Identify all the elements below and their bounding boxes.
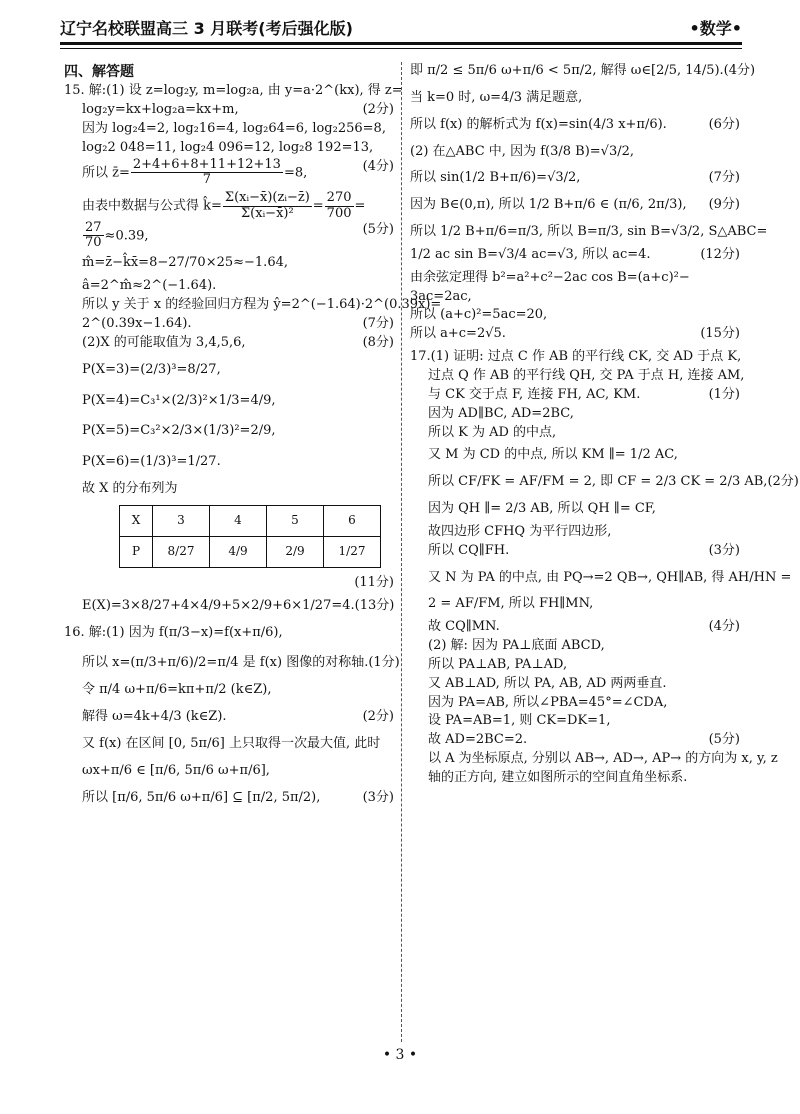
q16-text: 因为 B∈(0,π), 所以 1/2 B+π/6 ∈ (π/6, 2π/3), [410,197,687,213]
fraction [131,158,283,188]
q16-line [410,62,756,81]
q15-line: 因为 log₂4=2, log₂16=4, log₂64=6, log₂256=8, [82,120,386,136]
q17-line: 因为 QH ∥= 2/3 AB, 所以 QH ∥= CF, [428,501,656,517]
score-mark: (11分) [354,574,394,590]
q16-text: 所以 a+c=2√5. [410,326,506,342]
formula-text: = [312,198,324,214]
numerator: 27 [85,219,102,235]
probability-line: P(X=5)=C₃²×2/3×(1/3)²=2/9, [82,423,276,439]
table-cell: 2/9 [267,536,324,567]
q16-line: 由余弦定理得 b²=a²+c²−2ac cos B=(a+c)²− [410,269,690,285]
q17-line: 设 PA=AB=1, 则 CK=DK=1, [428,713,611,729]
q17-line [410,473,799,492]
table-cell: 6 [324,505,381,536]
table-cell: 4 [210,505,267,536]
q17-line [410,731,740,750]
q16-line [410,246,740,265]
denominator: Σ(xᵢ−x̄)² [240,205,294,221]
formula-text: ≈0.39, [104,228,149,244]
score-mark: (8分) [362,334,394,350]
numerator: 2+4+6+8+11+12+13 [132,156,281,172]
section-title: 四、解答题 [64,64,134,80]
fraction [223,191,312,221]
table-row [120,505,381,536]
score-mark: (15分) [700,326,740,342]
q16-line [64,708,394,727]
header-rule-thin [60,48,742,49]
q17-line: 因为 AD∥BC, AD=2BC, [428,405,574,421]
q17-line: 2 = AF/FM, 所以 FH∥MN, [428,596,594,612]
score-mark: (7分) [362,315,394,331]
q16-line: 所以 (a+c)²=5ac=20, [410,307,548,323]
fraction [325,191,354,221]
q17-line: 所以 K 为 AD 的中点, [428,424,557,440]
q16-text: 解得 ω=4k+4/3 (k∈Z). [82,709,227,725]
score-mark: (4分) [708,619,740,635]
q16-line [64,789,394,808]
q15-line: m̂=z̄−k̂x̄=8−27/70×25≈−1.64, [82,255,288,271]
score-mark: (2分) [362,102,394,118]
q16-line: 3ac=2ac, [410,288,472,304]
q17-line: 过点 Q 作 AB 的平行线 QH, 交 PA 于点 H, 连接 AM, [428,367,745,383]
score-mark: (3分) [362,789,394,805]
q15-text: log₂y=kx+log₂a=kx+m, [82,102,239,118]
score-mark: (1分) [708,386,740,402]
q17-line: 轴的正方向, 建立如图所示的空间直角坐标系. [428,770,688,785]
q16-line: (2) 在△ABC 中, 因为 f(3/8 B)=√3/2, [410,143,634,159]
q15-text: E(X)=3×8/27+4×4/9+5×2/9+6×1/27=4. [82,597,355,613]
fraction [83,221,104,251]
formula-text: 由表中数据与公式得 k̂= [82,198,222,214]
q16-line [64,654,400,673]
q16-text: 所以 f(x) 的解析式为 f(x)=sin(4/3 x+π/6). [410,116,667,132]
q17-line: 又 M 为 CD 的中点, 所以 KM ∥= 1/2 AC, [428,447,678,463]
score-mark: (2分) [767,474,799,490]
q17-line: 又 AB⊥AD, 所以 PA, AB, AD 两两垂直. [428,675,667,691]
score-mark: (5分) [708,732,740,748]
q17-line: 故四边形 CFHQ 为平行四边形, [428,523,612,539]
q17-text: 故 AD=2BC=2. [428,732,528,748]
header-title: 辽宁名校联盟高三 3 月联考(考后强化版) [60,18,353,38]
q17-line [410,618,740,637]
k-hat-formula [64,191,394,221]
q15-line [64,221,394,251]
denominator: 7 [202,171,212,187]
expectation-line [64,597,394,616]
q15-line [64,334,394,353]
q16-line [410,196,740,215]
q17-line: 所以 PA⊥AB, PA⊥AD, [428,656,568,672]
denominator: 700 [326,205,352,221]
table-cell: 4/9 [210,536,267,567]
q16-line: 令 π/4 ω+π/6=kπ+π/2 (k∈Z), [82,682,272,698]
q16-text: 1/2 ac sin B=√3/4 ac=√3, 所以 ac=4. [410,246,651,262]
q17-text: 所以 CF/FK = AF/FM = 2, 即 CF = 2/3 CK = 2/3 AB, [428,474,768,490]
q17-text: 与 CK 交于点 F, 连接 FH, AC, KM. [428,386,641,402]
table-cell: 3 [153,505,210,536]
q17-text: 所以 CQ∥FH. [428,542,510,558]
q16-text: 所以 x=(π/3+π/6)/2=π/4 是 f(x) 图像的对称轴. [82,655,369,671]
q16-text: 即 π/2 ≤ 5π/6 ω+π/6 < 5π/2, 解得 ω∈[2/5, 14/5). [410,63,724,78]
denominator: 70 [85,235,102,251]
header-rule [60,42,742,45]
score-mark: (4分) [723,63,756,78]
q17-text: 故 CQ∥MN. [428,619,500,635]
score-mark: (6分) [708,116,740,132]
q17-line [410,542,740,561]
table-row [120,536,381,567]
header-subject: •数学• [689,18,742,38]
z-mean-formula [82,158,307,188]
q17-line [410,386,740,405]
score-mark: (12分) [700,246,740,262]
distribution-table [119,505,381,568]
table-cell: 8/27 [153,536,210,567]
score-mark: (3分) [708,542,740,558]
q16-text: 所以 sin(1/2 B+π/6)=√3/2, [410,170,581,186]
q15-text: 2^(0.39x−1.64). [82,315,192,331]
probability-line: P(X=4)=C₃¹×(2/3)²×1/3=4/9, [82,392,276,408]
q16-line: 16. 解:(1) 因为 f(π/3−x)=f(x+π/6), [64,624,283,640]
page-number: • 3 • [382,1047,418,1063]
score-mark: (4分) [362,158,394,174]
probability-line: P(X=6)=(1/3)³=1/27. [82,454,221,470]
q17-line: (2) 解: 因为 PA⊥底面 ABCD, [428,638,605,654]
score-mark: (1分) [368,655,400,671]
table-cell: 1/27 [324,536,381,567]
q16-line [410,169,740,188]
score-mark: (5分) [362,221,394,237]
q17-line: 以 A 为坐标原点, 分别以 AB→, AD→, AP→ 的方向为 x, y, z [428,751,778,767]
q16-line: 当 k=0 时, ω=4/3 满足题意, [410,89,583,105]
q16-text: 所以 [π/6, 5π/6 ω+π/6] ⊆ [π/2, 5π/2), [82,789,321,805]
q16-line [410,325,740,344]
page-header [60,14,742,40]
formula-text: =8, [283,164,308,180]
q15-line: log₂2 048=11, log₂4 096=12, log₂8 192=13, [82,139,374,155]
table-cell: P [120,536,153,567]
score-mark: (9分) [708,197,740,213]
q16-line: ωx+π/6 ∈ [π/6, 5π/6 ω+π/6], [82,762,270,778]
score-mark: (2分) [362,709,394,725]
q15-line [64,158,394,188]
score-mark: (7分) [708,170,740,186]
q16-line [410,116,740,135]
numerator: 270 [326,190,352,206]
formula-text: 所以 z̄= [82,164,130,180]
right-column [410,62,799,788]
numerator: Σ(xᵢ−x̄)(zᵢ−z̄) [224,190,310,206]
column-divider [401,62,402,1042]
q15-line: 15. 解:(1) 设 z=log₂y, m=log₂a, 由 y=a·2^(kx), 得 z= [64,83,403,99]
q15-line: 所以 y 关于 x 的经验回归方程为 ŷ=2^(−1.64)·2^(0.39x)= [82,297,442,313]
q17-line: 因为 PA=AB, 所以∠PBA=45°=∠CDA, [428,694,668,710]
q16-line: 又 f(x) 在区间 [0, 5π/6] 上只取得一次最大值, 此时 [82,735,381,751]
q16-line: 所以 1/2 B+π/6=π/3, 所以 B=π/3, sin B=√3/2, S△ABC= [410,224,768,240]
q17-line: 又 N 为 PA 的中点, 由 PQ→=2 QB→, QH∥AB, 得 AH/HN = [428,569,792,585]
q15-line: â=2^m̂≈2^(−1.64). [82,278,217,294]
table-cell: X [120,505,153,536]
formula [82,221,149,251]
probability-line: P(X=3)=(2/3)³=8/27, [82,361,221,377]
q15-line [64,101,394,120]
q17-line: 17.(1) 证明: 过点 C 作 AB 的平行线 CK, 交 AD 于点 K, [410,349,742,365]
q15-line [64,315,394,334]
table-cell: 5 [267,505,324,536]
q15-text: (2)X 的可能取值为 3,4,5,6, [82,334,246,350]
q15-line: 故 X 的分布列为 [82,481,178,497]
formula-text: = [354,198,366,214]
score-mark: (13分) [354,597,395,613]
